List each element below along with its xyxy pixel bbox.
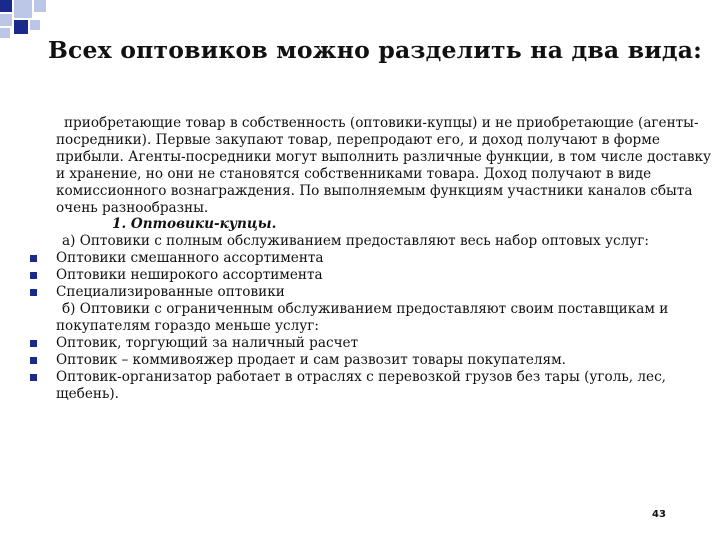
square-bullet-icon [30, 357, 37, 364]
corner-square [34, 0, 46, 12]
list-item-text: Специализированные оптовики [56, 284, 285, 301]
corner-square [0, 28, 10, 38]
list-item-text: Оптовик, торгующий за наличный расчет [56, 334, 359, 351]
list-item-text: Оптовики смешанного ассортимента [56, 250, 324, 267]
square-bullet-icon [30, 272, 37, 279]
page-number: 43 [652, 509, 666, 520]
list-item [56, 267, 715, 284]
list-item-text: Оптовики неширокого ассортимента [56, 267, 323, 284]
paragraph-a: а) Оптовики с полным обслуживанием предоставляют весь набор оптовых услуг: [62, 233, 649, 250]
list-item [56, 284, 715, 301]
corner-square [0, 0, 12, 12]
corner-square [30, 20, 40, 30]
list-item [56, 352, 715, 369]
corner-square [14, 0, 32, 18]
corner-square [14, 20, 28, 34]
square-bullet-icon [30, 374, 37, 381]
list-item-text: Оптовик – коммивояжер продает и сам развозит товары покупателям. [56, 351, 566, 368]
subheading: 1. Оптовики-купцы. [112, 216, 277, 233]
paragraph-b: б) Оптовики с ограниченным обслуживанием предоставляют своим поставщикам и покупателям гораздо меньше услуг: [56, 300, 669, 334]
list-item [56, 250, 715, 267]
square-bullet-icon [30, 340, 37, 347]
slide-body [30, 115, 715, 402]
list-item [56, 335, 715, 352]
slide-title: Всех оптовиков можно разделить на два вида: [47, 36, 703, 64]
list-item [56, 369, 715, 403]
intro-paragraph: приобретающие товар в собственность (оптовики-купцы) и не приобретающие (агенты-посредники). Первые закупают товар, перепродают его, и доход получают в форме прибыли. Агенты-посредники могут выполнить различные функции, в том числе доставку и хранение, но они не становятся собственниками товара. Доход получают в виде комиссионного вознаграждения. По выполняемым функциям участники каналов сбыта очень разнообразны. [56, 115, 712, 216]
list-item-text: Оптовик-организатор работает в отраслях с перевозкой грузов без тары (уголь, лес, щебень). [56, 368, 666, 402]
corner-square [0, 14, 12, 26]
square-bullet-icon [30, 289, 37, 296]
square-bullet-icon [30, 255, 37, 262]
